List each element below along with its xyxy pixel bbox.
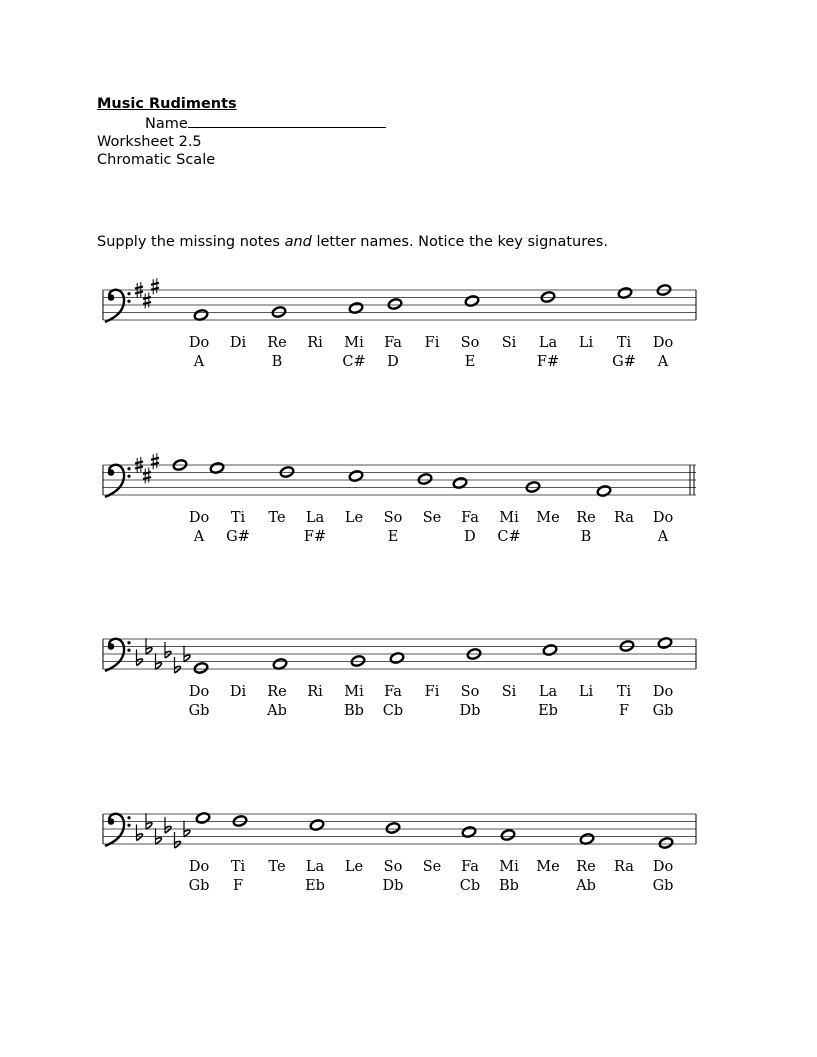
solfege-syllable: So — [383, 510, 403, 526]
solfege-syllable: Ti — [616, 684, 632, 700]
worksheet-number: Worksheet 2.5 — [97, 134, 202, 150]
solfege-syllable: Fi — [424, 335, 440, 351]
whole-note — [658, 837, 673, 849]
note-letter-name: C# — [342, 354, 366, 370]
bass-clef-curve — [105, 465, 124, 497]
solfege-syllable: Li — [578, 335, 594, 351]
note-letter-name: Cb — [382, 703, 404, 719]
note-letter-name: Db — [459, 703, 481, 719]
solfege-syllable: Te — [268, 859, 286, 875]
solfege-syllable: Me — [536, 510, 560, 526]
note-letter-name: Cb — [459, 878, 481, 894]
instructions-emphasis: and — [284, 234, 312, 250]
solfege-syllable: Mi — [499, 859, 519, 875]
sharp-bar — [143, 302, 151, 304]
note-letter-name: E — [464, 354, 476, 370]
staff-3 — [103, 637, 696, 719]
whole-note — [272, 658, 287, 670]
sharp-bar — [143, 477, 151, 479]
note-letter-name: A — [657, 529, 669, 545]
note-letter-name: Db — [382, 878, 404, 894]
note-letter-name: A — [193, 529, 205, 545]
bass-clef-curve — [105, 814, 124, 846]
course-title: Music Rudiments — [97, 96, 237, 112]
name-label: Name — [145, 116, 188, 132]
note-letter-name: A — [193, 354, 205, 370]
note-letter-name: Gb — [188, 703, 210, 719]
note-letter-name: F — [232, 878, 244, 894]
sharp-bar — [151, 463, 159, 465]
flat-bowl — [156, 663, 162, 670]
solfege-syllable: Ra — [614, 859, 634, 875]
flat-bowl — [184, 830, 190, 837]
instructions-text-start: Supply the missing notes — [97, 234, 285, 250]
solfege-syllable: Ri — [307, 335, 323, 351]
bass-clef-dot-upper — [127, 641, 130, 644]
sharp-bar — [135, 292, 143, 294]
bass-clef-dot-upper — [127, 292, 130, 295]
note-letter-name: B — [580, 529, 592, 545]
solfege-syllable: La — [538, 335, 558, 351]
note-letter-name: Gb — [652, 878, 674, 894]
solfege-syllable: Le — [344, 510, 364, 526]
sharp-bar — [151, 288, 159, 290]
worksheet-topic: Chromatic Scale — [97, 152, 216, 168]
flat-bowl — [146, 823, 152, 830]
staff-2 — [103, 453, 696, 545]
solfege-syllable: So — [383, 859, 403, 875]
solfege-syllable: Ti — [230, 859, 246, 875]
solfege-syllable: Fa — [384, 684, 402, 700]
solfege-syllable: Re — [267, 335, 287, 351]
flat-bowl — [137, 834, 143, 841]
note-letter-name: Gb — [652, 703, 674, 719]
whole-note — [193, 662, 208, 674]
solfege-syllable: Mi — [344, 335, 364, 351]
solfege-syllable: Re — [576, 859, 596, 875]
bass-clef-dot-upper — [127, 816, 130, 819]
whole-note — [417, 473, 432, 485]
note-letter-name: E — [387, 529, 399, 545]
whole-note — [500, 829, 515, 841]
bass-clef-curve — [105, 290, 124, 322]
solfege-syllable: Re — [267, 684, 287, 700]
solfege-syllable: Re — [576, 510, 596, 526]
solfege-syllable: La — [305, 859, 325, 875]
note-letter-name: Eb — [538, 703, 558, 719]
note-letter-name: B — [271, 354, 283, 370]
bass-clef-dot-lower — [127, 300, 130, 303]
solfege-syllable: Fa — [384, 335, 402, 351]
sharp-bar — [135, 462, 143, 464]
note-letter-name: Ab — [267, 703, 287, 719]
solfege-syllable: Do — [188, 859, 210, 875]
sharp-bar — [135, 467, 143, 469]
note-letter-name: G# — [226, 529, 250, 545]
note-letter-name: G# — [612, 354, 636, 370]
flat-bowl — [184, 655, 190, 662]
note-letter-name: D — [464, 529, 476, 545]
bass-clef-curve — [105, 639, 124, 671]
solfege-syllable: Fi — [424, 684, 440, 700]
flat-bowl — [146, 648, 152, 655]
solfege-syllable: Ti — [230, 510, 246, 526]
solfege-syllable: Si — [501, 684, 517, 700]
solfege-syllable: Te — [268, 510, 286, 526]
note-letter-name: F# — [536, 354, 560, 370]
flat-bowl — [156, 838, 162, 845]
solfege-syllable: Di — [229, 335, 247, 351]
solfege-syllable: Do — [188, 684, 210, 700]
solfege-syllable: Li — [578, 684, 594, 700]
solfege-syllable: La — [305, 510, 325, 526]
solfege-syllable: So — [460, 335, 480, 351]
solfege-syllable: Me — [536, 859, 560, 875]
flat-bowl — [165, 651, 171, 658]
solfege-syllable: Si — [501, 335, 517, 351]
whole-note — [385, 822, 400, 834]
note-letter-name: C# — [497, 529, 521, 545]
solfege-syllable: Do — [652, 335, 674, 351]
solfege-syllable: Ra — [614, 510, 634, 526]
bass-clef-dot-lower — [127, 649, 130, 652]
flat-bowl — [175, 841, 181, 848]
solfege-syllable: Mi — [499, 510, 519, 526]
solfege-syllable: Ri — [307, 684, 323, 700]
solfege-syllable: Do — [188, 335, 210, 351]
sharp-bar — [151, 458, 159, 460]
flat-bowl — [175, 666, 181, 673]
bass-clef-dot-lower — [127, 824, 130, 827]
solfege-syllable: Fa — [461, 510, 479, 526]
note-letter-name: A — [657, 354, 669, 370]
solfege-syllable: Di — [229, 684, 247, 700]
sharp-bar — [151, 283, 159, 285]
solfege-syllable: Ti — [616, 335, 632, 351]
solfege-syllable: Mi — [344, 684, 364, 700]
instructions-text-end: letter names. Notice the key signatures. — [311, 234, 608, 250]
solfege-syllable: Fa — [461, 859, 479, 875]
note-letter-name: Eb — [305, 878, 325, 894]
whole-note — [579, 833, 594, 845]
solfege-syllable: Do — [652, 859, 674, 875]
flat-bowl — [165, 826, 171, 833]
sharp-bar — [135, 287, 143, 289]
solfege-syllable: Do — [188, 510, 210, 526]
solfege-syllable: La — [538, 684, 558, 700]
solfege-syllable: Do — [652, 684, 674, 700]
bass-clef-dot-lower — [127, 475, 130, 478]
whole-note — [387, 298, 402, 310]
solfege-syllable: Se — [422, 859, 442, 875]
note-letter-name: Gb — [188, 878, 210, 894]
note-letter-name: Bb — [499, 878, 519, 894]
note-letter-name: F# — [303, 529, 327, 545]
flat-bowl — [137, 659, 143, 666]
solfege-syllable: Se — [422, 510, 442, 526]
note-letter-name: Bb — [344, 703, 364, 719]
solfege-syllable: So — [460, 684, 480, 700]
note-letter-name: Ab — [576, 878, 596, 894]
solfege-syllable: Do — [652, 510, 674, 526]
staff-4 — [103, 812, 696, 894]
note-letter-name: F — [618, 703, 630, 719]
bass-clef-dot-upper — [127, 467, 130, 470]
staff-1 — [103, 278, 696, 370]
note-letter-name: D — [387, 354, 399, 370]
whole-note — [193, 309, 208, 321]
solfege-syllable: Le — [344, 859, 364, 875]
